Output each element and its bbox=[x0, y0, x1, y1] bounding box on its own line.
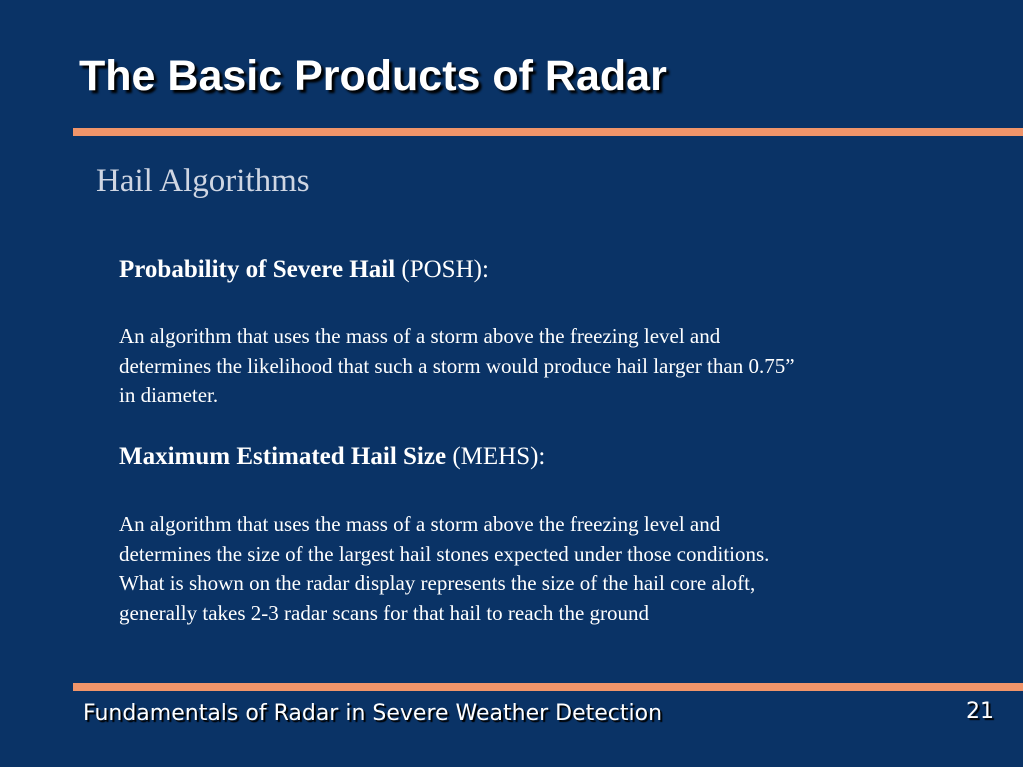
slide-title: The Basic Products of Radar bbox=[79, 52, 667, 100]
footer-divider bbox=[73, 683, 1023, 691]
mehs-heading bbox=[119, 441, 545, 473]
mehs-description-line: generally takes 2-3 radar scans for that hail to reach the ground bbox=[119, 600, 650, 625]
mehs-description-line: determines the size of the largest hail stones expected under those conditions. bbox=[119, 541, 770, 566]
mehs-heading-abbrev: (MEHS): bbox=[446, 443, 546, 470]
title-divider bbox=[73, 128, 1023, 136]
posh-heading-bold: Probability of Severe Hail bbox=[119, 256, 396, 283]
page-number: 21 bbox=[966, 699, 994, 724]
posh-description-line: determines the likelihood that such a storm would produce hail larger than 0.75” bbox=[119, 353, 795, 378]
slide-subtitle: Hail Algorithms bbox=[96, 163, 310, 199]
mehs-description bbox=[119, 510, 989, 628]
posh-heading-abbrev: (POSH): bbox=[395, 256, 489, 283]
posh-description-line: in diameter. bbox=[119, 383, 219, 407]
mehs-description-line: What is shown on the radar display represents the size of the hail core aloft, bbox=[119, 571, 756, 595]
posh-heading bbox=[119, 254, 489, 286]
posh-description-line: An algorithm that uses the mass of a storm above the freezing level and bbox=[119, 324, 721, 348]
footer-text: Fundamentals of Radar in Severe Weather Detection bbox=[83, 701, 663, 726]
mehs-heading-bold: Maximum Estimated Hail Size bbox=[119, 443, 447, 470]
mehs-description-line: An algorithm that uses the mass of a storm above the freezing level and bbox=[119, 512, 721, 536]
posh-description bbox=[119, 322, 989, 411]
